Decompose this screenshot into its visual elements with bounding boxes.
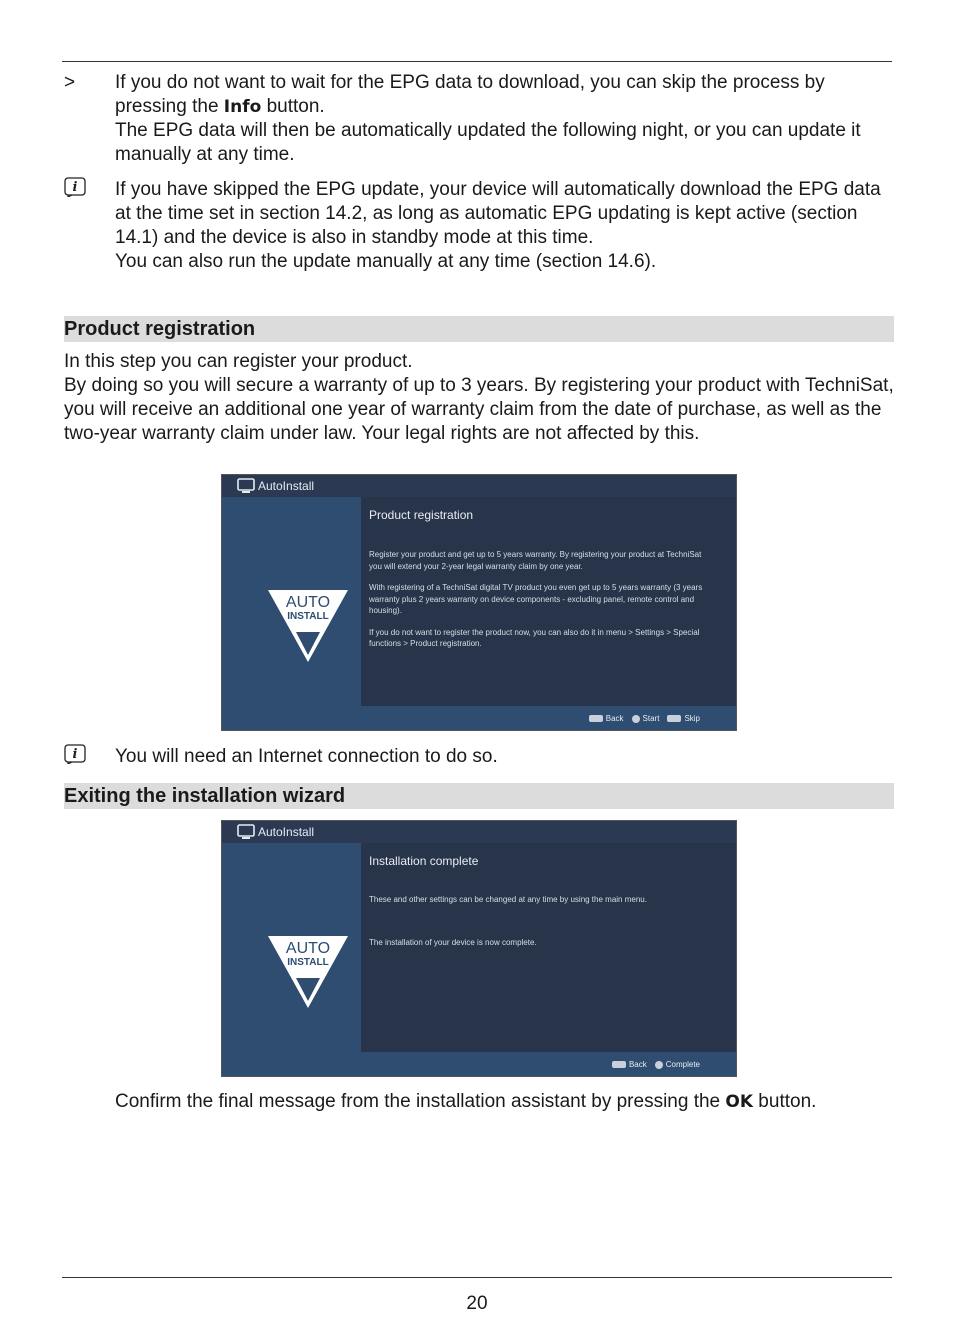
- screen-title-bar: [222, 475, 736, 497]
- ok-key-icon: [655, 1061, 663, 1069]
- svg-text:i: i: [72, 747, 78, 762]
- logo-text-auto: AUTO: [285, 594, 331, 611]
- footer-complete: Complete: [655, 1059, 700, 1071]
- screen-left-panel: [222, 843, 361, 1053]
- screenshot-product-registration: [221, 474, 737, 731]
- screen-panel-title: Installation complete: [369, 854, 479, 868]
- screenshot-installation-complete: [221, 820, 737, 1077]
- screen-title-bar: [222, 821, 736, 843]
- back-key-icon: [589, 715, 603, 722]
- footer-back: Back: [612, 1059, 647, 1071]
- tv-icon: [237, 478, 255, 494]
- footer-skip: Skip: [667, 713, 700, 725]
- screen-left-panel: [222, 497, 361, 707]
- screen-footer-bar: [222, 1052, 736, 1076]
- info-icon: [64, 744, 86, 764]
- logo-text-install: INSTALL: [287, 957, 329, 968]
- info-key-icon: [667, 715, 681, 722]
- screen-footer-actions: [612, 1059, 700, 1071]
- auto-install-logo: [267, 935, 349, 1009]
- footer-back: Back: [589, 713, 624, 725]
- bullet-marker: >: [64, 72, 76, 93]
- tv-icon: [237, 824, 255, 840]
- intro-text: If you do not want to wait for the EPG data to download, you can skip the process by pressing the Info button. The EPG data will then be automatically updated the following night, or you can update it manually at any time.: [115, 72, 861, 165]
- svg-text:i: i: [72, 180, 78, 195]
- back-key-icon: [612, 1061, 626, 1068]
- info-key-label: Info: [223, 97, 262, 117]
- page-number: 20: [466, 1293, 488, 1314]
- note2-text: You will need an Internet connection to do so.: [115, 746, 498, 767]
- product-registration-text: In this step you can register your product. By doing so you will secure a warranty of up to 3 years. By registering your product with TechniSat, you will receive an additional one year of warranty claim from the date of purchase, as well as the two-year warranty claim under law. Your legal rights are not affected by this.: [64, 351, 894, 444]
- section-heading-exit-wizard: Exiting the installation wizard: [64, 783, 894, 809]
- logo-text-auto: AUTO: [285, 940, 331, 957]
- screen-panel-title: Product registration: [369, 508, 474, 522]
- ok-key-label: OK: [725, 1092, 754, 1112]
- screen-app-title: AutoInstall: [258, 825, 315, 839]
- note1-text: If you have skipped the EPG update, your device will automatically download the EPG data at the time set in section 14.2, as long as automatic EPG updating is kept active (section 14.1) and the device is also in standby mode at this time. You can also run the update manually at any time (section 14.6).: [115, 179, 881, 272]
- screen-footer-actions: [589, 713, 700, 725]
- auto-install-logo: [267, 589, 349, 663]
- screen-panel-text: Register your product and get up to 5 years warranty. By registering your product at TechniSat you will extend your 2-year legal warranty claim by one year. With registering of a TechniSat digital TV product you even get up to 5 years warranty (3 years warranty plus 2 years warranty on device components - excluding panel, remote control and housing). If you do not want to register the product now, you can also do it in menu > Settings > Special functions > Product registration.: [369, 550, 703, 648]
- confirm-text: Confirm the final message from the installation assistant by pressing the OK button.: [115, 1091, 817, 1112]
- section-heading-product-registration: Product registration: [64, 316, 894, 342]
- screen-footer-bar: [222, 706, 736, 730]
- logo-text-install: INSTALL: [287, 611, 329, 622]
- footer-start: Start: [632, 713, 660, 725]
- ok-key-icon: [632, 715, 640, 723]
- screen-panel-text: These and other settings can be changed at any time by using the main menu. The installation of your device is now complete.: [369, 895, 647, 947]
- screen-app-title: AutoInstall: [258, 479, 315, 493]
- bottom-rule: [62, 1277, 892, 1278]
- top-rule: [62, 61, 892, 62]
- info-icon: [64, 177, 86, 197]
